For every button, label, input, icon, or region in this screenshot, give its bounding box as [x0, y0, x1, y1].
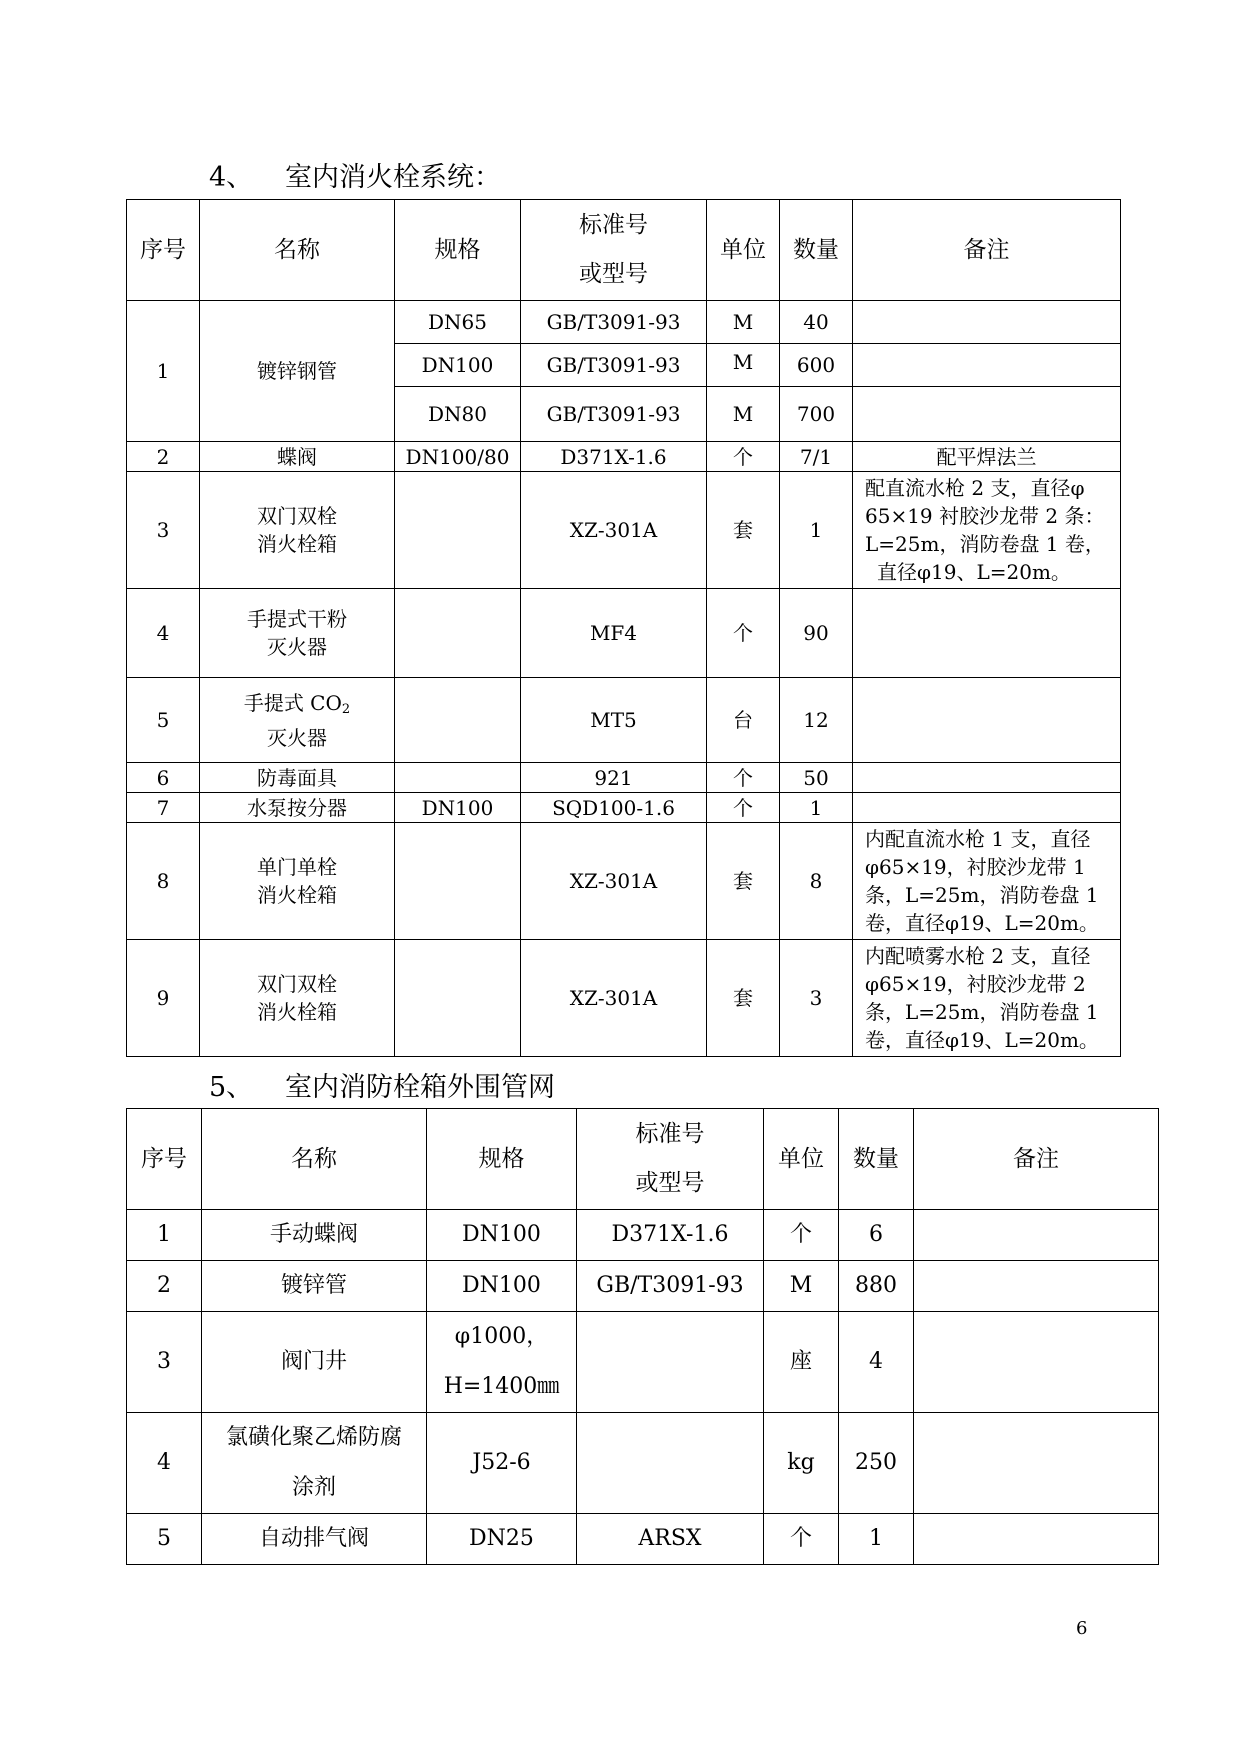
- remark-line: 内配直流水枪 1 支，直径: [865, 827, 1091, 851]
- cell-name-line2: 灭火器: [267, 635, 327, 659]
- cell-spec: [395, 940, 521, 1057]
- remark-line: 卷，直径φ19、L=20m。: [865, 1028, 1099, 1052]
- table-row: [127, 442, 1121, 472]
- section-5-heading: [209, 1072, 555, 1104]
- table-row: [127, 1312, 1159, 1413]
- cell-spec: DN100/80: [395, 442, 521, 472]
- header-spec: 规格: [427, 1109, 577, 1210]
- cell-name: [200, 940, 395, 1057]
- section-5-title: 室内消防栓箱外围管网: [285, 1072, 555, 1103]
- header-std-line2: 或型号: [579, 261, 648, 287]
- cell-spec: [427, 1312, 577, 1413]
- table-row: [127, 1514, 1159, 1565]
- header-remark: 备注: [853, 200, 1121, 301]
- cell-remark: [853, 823, 1121, 940]
- cell-no: 9: [127, 940, 200, 1057]
- cell-name: [200, 472, 395, 589]
- header-name: 名称: [202, 1109, 427, 1210]
- co2-text: 手提式 CO: [243, 690, 342, 715]
- cell-name-line1: 双门双栓: [257, 972, 337, 996]
- cell-std: D371X-1.6: [577, 1210, 764, 1261]
- cell-name-line1: 氯磺化聚乙烯防腐: [225, 1425, 402, 1450]
- cell-qty: 1: [780, 472, 853, 589]
- section-4-number: 4、: [209, 162, 254, 193]
- cell-name: [200, 589, 395, 678]
- cell-qty: 40: [780, 301, 853, 344]
- cell-name: [202, 1413, 427, 1514]
- table-header-row: [127, 1109, 1159, 1210]
- header-unit: 单位: [764, 1109, 839, 1210]
- cell-std: GB/T3091-93: [521, 301, 707, 344]
- cell-name: 手动蝶阀: [202, 1210, 427, 1261]
- remark-line: 条，L=25m，消防卷盘 1: [865, 1000, 1099, 1024]
- cell-remark: [853, 301, 1121, 344]
- cell-qty: 6: [839, 1210, 914, 1261]
- cell-unit: M: [707, 344, 780, 387]
- cell-qty: 4: [839, 1312, 914, 1413]
- cell-name-line1: 双门双栓: [257, 504, 337, 528]
- table-row: [127, 763, 1121, 793]
- cell-unit: 台: [707, 678, 780, 763]
- table-header-row: [127, 200, 1121, 301]
- section-4-heading: [209, 162, 501, 194]
- table-row: [127, 1261, 1159, 1312]
- table-row: [127, 589, 1121, 678]
- cell-no: 1: [127, 1210, 202, 1261]
- cell-unit: M: [764, 1261, 839, 1312]
- cell-name: 自动排气阀: [202, 1514, 427, 1565]
- header-unit: 单位: [707, 200, 780, 301]
- cell-no: 1: [127, 301, 200, 442]
- cell-qty: 90: [780, 589, 853, 678]
- cell-remark: [853, 793, 1121, 823]
- cell-qty: 1: [780, 793, 853, 823]
- header-std: [521, 200, 707, 301]
- cell-unit: 个: [707, 763, 780, 793]
- cell-std: GB/T3091-93: [521, 387, 707, 442]
- cell-qty: 7/1: [780, 442, 853, 472]
- cell-name-line1: 单门单栓: [257, 855, 337, 879]
- cell-remark: [853, 678, 1121, 763]
- table-row: [127, 301, 1121, 344]
- cell-std: SQD100-1.6: [521, 793, 707, 823]
- cell-name: 镀锌管: [202, 1261, 427, 1312]
- cell-name: 水泵按分器: [200, 793, 395, 823]
- section-4-title: 室内消火栓系统：: [285, 162, 501, 193]
- cell-qty: 600: [780, 344, 853, 387]
- header-remark: 备注: [914, 1109, 1159, 1210]
- cell-unit: kg: [764, 1413, 839, 1514]
- cell-qty: 50: [780, 763, 853, 793]
- header-no: 序号: [127, 200, 200, 301]
- cell-name: [200, 678, 395, 763]
- header-name: 名称: [200, 200, 395, 301]
- cell-spec: [395, 763, 521, 793]
- cell-name: [200, 823, 395, 940]
- cell-no: 5: [127, 1514, 202, 1565]
- header-spec: 规格: [395, 200, 521, 301]
- cell-remark: [853, 763, 1121, 793]
- cell-remark: [914, 1210, 1159, 1261]
- cell-qty: 250: [839, 1413, 914, 1514]
- cell-no: 6: [127, 763, 200, 793]
- remark-line: 内配喷雾水枪 2 支，直径: [865, 944, 1091, 968]
- cell-unit: 个: [707, 589, 780, 678]
- cell-spec: DN100: [395, 793, 521, 823]
- remark-line: 条，L=25m，消防卷盘 1: [865, 883, 1099, 907]
- cell-qty: 700: [780, 387, 853, 442]
- co2-subscript: 2: [341, 701, 351, 717]
- remark-line: 直径φ19、L=20m。: [877, 560, 1071, 584]
- cell-remark: [914, 1413, 1159, 1514]
- cell-spec: DN100: [427, 1261, 577, 1312]
- cell-name: 镀锌钢管: [200, 301, 395, 442]
- cell-std: [577, 1413, 764, 1514]
- external-pipe-network-table: [126, 1108, 1159, 1565]
- cell-name-line2: 涂剂: [291, 1475, 336, 1500]
- cell-spec: DN80: [395, 387, 521, 442]
- cell-remark: [853, 344, 1121, 387]
- cell-std: GB/T3091-93: [577, 1261, 764, 1312]
- cell-no: 4: [127, 1413, 202, 1514]
- cell-name-line2: 消火栓箱: [257, 532, 337, 556]
- cell-spec-line2: H=1400㎜: [443, 1374, 560, 1399]
- table-row: [127, 472, 1121, 589]
- header-std-line1: 标准号: [579, 212, 648, 238]
- cell-qty: 3: [780, 940, 853, 1057]
- cell-unit: 个: [707, 442, 780, 472]
- cell-no: 3: [127, 472, 200, 589]
- cell-unit: M: [707, 301, 780, 344]
- cell-remark: [853, 387, 1121, 442]
- cell-spec: DN100: [427, 1210, 577, 1261]
- cell-remark: [853, 940, 1121, 1057]
- header-qty: 数量: [839, 1109, 914, 1210]
- cell-qty: 8: [780, 823, 853, 940]
- cell-spec: DN25: [427, 1514, 577, 1565]
- cell-std: MT5: [521, 678, 707, 763]
- cell-unit: 个: [764, 1514, 839, 1565]
- remark-line: 配直流水枪 2 支，直径φ: [865, 476, 1085, 500]
- cell-name-line2: 灭火器: [267, 725, 327, 750]
- cell-name: 阀门井: [202, 1312, 427, 1413]
- cell-unit: 套: [707, 472, 780, 589]
- table-row: [127, 678, 1121, 763]
- cell-qty: 1: [839, 1514, 914, 1565]
- remark-line: 65×19 衬胶沙龙带 2 条：: [865, 504, 1105, 528]
- cell-spec: DN65: [395, 301, 521, 344]
- cell-no: 4: [127, 589, 200, 678]
- cell-remark: [853, 472, 1121, 589]
- cell-unit: 座: [764, 1312, 839, 1413]
- cell-unit: 个: [764, 1210, 839, 1261]
- cell-std: XZ-301A: [521, 472, 707, 589]
- cell-std: GB/T3091-93: [521, 344, 707, 387]
- fire-hydrant-system-table: [126, 199, 1121, 1057]
- cell-remark: 配平焊法兰: [853, 442, 1121, 472]
- cell-std: D371X-1.6: [521, 442, 707, 472]
- cell-name-line1: 手提式干粉: [247, 607, 347, 631]
- cell-spec: DN100: [395, 344, 521, 387]
- cell-no: 2: [127, 1261, 202, 1312]
- cell-no: 5: [127, 678, 200, 763]
- table-row: [127, 793, 1121, 823]
- remark-line: L=25m，消防卷盘 1 卷，: [865, 532, 1105, 556]
- cell-no: 8: [127, 823, 200, 940]
- cell-name: 防毒面具: [200, 763, 395, 793]
- section-5-number: 5、: [209, 1072, 254, 1103]
- cell-qty: 880: [839, 1261, 914, 1312]
- cell-spec: [395, 589, 521, 678]
- remark-line: 卷，直径φ19、L=20m。: [865, 911, 1099, 935]
- cell-unit: 套: [707, 940, 780, 1057]
- cell-name-line2: 消火栓箱: [257, 1000, 337, 1024]
- cell-remark: [914, 1312, 1159, 1413]
- cell-unit: M: [707, 387, 780, 442]
- header-std-line1: 标准号: [635, 1121, 705, 1147]
- cell-name-line2: 消火栓箱: [257, 883, 337, 907]
- remark-line: φ65×19，衬胶沙龙带 2: [865, 972, 1086, 996]
- cell-spec: [395, 823, 521, 940]
- page-number: 6: [1076, 1618, 1088, 1639]
- table-row: [127, 1413, 1159, 1514]
- cell-qty: 12: [780, 678, 853, 763]
- cell-remark: [914, 1514, 1159, 1565]
- cell-remark: [914, 1261, 1159, 1312]
- cell-unit: 套: [707, 823, 780, 940]
- table-row: [127, 823, 1121, 940]
- cell-std: [577, 1312, 764, 1413]
- cell-std: ARSX: [577, 1514, 764, 1565]
- cell-no: 2: [127, 442, 200, 472]
- header-qty: 数量: [780, 200, 853, 301]
- cell-no: 3: [127, 1312, 202, 1413]
- cell-spec: J52-6: [427, 1413, 577, 1514]
- header-std: [577, 1109, 764, 1210]
- cell-remark: [853, 589, 1121, 678]
- cell-name: 蝶阀: [200, 442, 395, 472]
- cell-spec: [395, 678, 521, 763]
- cell-unit: 个: [707, 793, 780, 823]
- cell-std: XZ-301A: [521, 823, 707, 940]
- cell-spec: [395, 472, 521, 589]
- table-row: [127, 940, 1121, 1057]
- cell-std: MF4: [521, 589, 707, 678]
- remark-line: φ65×19，衬胶沙龙带 1: [865, 855, 1086, 879]
- table-row: [127, 1210, 1159, 1261]
- cell-no: 7: [127, 793, 200, 823]
- cell-name-line1: [200, 689, 394, 724]
- cell-std: XZ-301A: [521, 940, 707, 1057]
- cell-std: 921: [521, 763, 707, 793]
- header-no: 序号: [127, 1109, 202, 1210]
- header-std-line2: 或型号: [635, 1170, 705, 1196]
- cell-spec-line1: φ1000，: [454, 1324, 549, 1349]
